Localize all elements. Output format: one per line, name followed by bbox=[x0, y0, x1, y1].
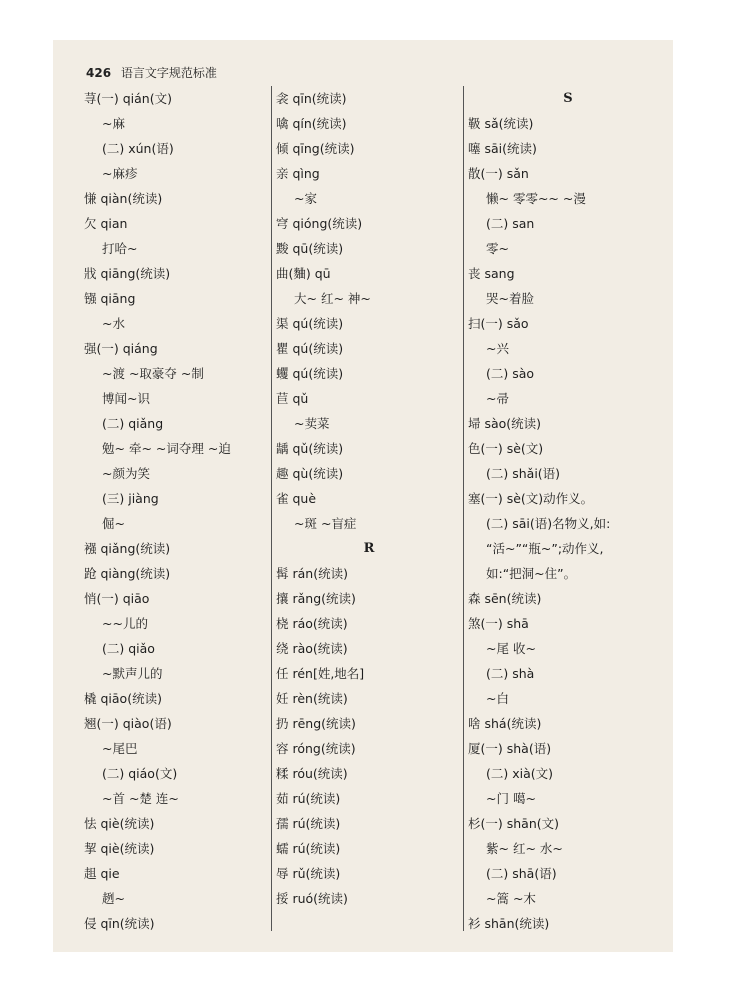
dictionary-entry: 龋 qǔ(统读) bbox=[276, 441, 344, 456]
column-1 bbox=[84, 86, 270, 936]
book-title: 语言文字规范标准 bbox=[120, 66, 217, 80]
entry-subline: “活~”“瓶~”;动作义, bbox=[486, 541, 604, 556]
entry-subline: ~斑 ~盲症 bbox=[294, 516, 357, 531]
entry-subline: (二) shǎi(语) bbox=[486, 466, 561, 481]
dictionary-entry: 杉(一) shān(文) bbox=[468, 816, 559, 831]
dictionary-entry: 森 sēn(统读) bbox=[468, 591, 542, 606]
dictionary-entry: 煞(一) shā bbox=[468, 616, 529, 631]
dictionary-entry: 妊 rèn(统读) bbox=[276, 691, 348, 706]
dictionary-entry: 挼 ruó(统读) bbox=[276, 891, 348, 906]
entry-subline: (二) qiǎng bbox=[102, 416, 164, 431]
dictionary-entry: 荨(一) qián(文) bbox=[84, 91, 172, 106]
entry-subline: ~篙 ~木 bbox=[486, 891, 536, 906]
dictionary-entry: 糅 róu(统读) bbox=[276, 766, 348, 781]
dictionary-entry: 戕 qiāng(统读) bbox=[84, 266, 171, 281]
entry-subline: ~渡 ~取豪夺 ~制 bbox=[102, 366, 204, 381]
dictionary-entry: 亲 qìng bbox=[276, 166, 320, 181]
entry-subline: ~尾巴 bbox=[102, 741, 138, 756]
column-divider bbox=[463, 86, 464, 931]
entry-subline: ~荬菜 bbox=[294, 416, 330, 431]
dictionary-entry: 穹 qióng(统读) bbox=[276, 216, 363, 231]
entry-subline: ~麻疹 bbox=[102, 166, 138, 181]
dictionary-entry: 渠 qú(统读) bbox=[276, 316, 344, 331]
entry-subline: (二) san bbox=[486, 216, 535, 231]
dictionary-entry: 强(一) qiáng bbox=[84, 341, 158, 356]
dictionary-entry: 倾 qīng(统读) bbox=[276, 141, 355, 156]
dictionary-entry: 辱 rǔ(统读) bbox=[276, 866, 341, 881]
dictionary-entry: 镪 qiāng bbox=[84, 291, 136, 306]
column-3 bbox=[468, 86, 668, 936]
page-number: 426 bbox=[86, 66, 112, 80]
entry-subline: 倔~ bbox=[102, 516, 125, 531]
dictionary-entry: 苣 qǔ bbox=[276, 391, 309, 406]
dictionary-entry: 桡 ráo(统读) bbox=[276, 616, 348, 631]
dictionary-entry: 瞿 qú(统读) bbox=[276, 341, 344, 356]
dictionary-entry: 趄 qie bbox=[84, 866, 120, 881]
entry-subline: ~门 噶~ bbox=[486, 791, 536, 806]
dictionary-entry: 色(一) sè(文) bbox=[468, 441, 544, 456]
entry-subline: (二) xún(语) bbox=[102, 141, 174, 156]
entry-subline: (二) shà bbox=[486, 666, 535, 681]
entry-subline: ~帚 bbox=[486, 391, 509, 406]
dictionary-entry: 蠼 qú(统读) bbox=[276, 366, 344, 381]
dictionary-entry: 曲(麯) qū bbox=[276, 266, 331, 281]
entry-subline: ~默声儿的 bbox=[102, 666, 163, 681]
entry-subline: 零~ bbox=[486, 241, 509, 256]
entry-subline: (二) xià(文) bbox=[486, 766, 554, 781]
dictionary-entry: 攘 rǎng(统读) bbox=[276, 591, 356, 606]
entry-subline: ~白 bbox=[486, 691, 509, 706]
dictionary-entry: 欠 qian bbox=[84, 216, 128, 231]
dictionary-entry: 悄(一) qiāo bbox=[84, 591, 150, 606]
dictionary-entry: 蠕 rú(统读) bbox=[276, 841, 341, 856]
entry-subline: (二) sào bbox=[486, 366, 535, 381]
entry-subline: (三) jiàng bbox=[102, 491, 159, 506]
dictionary-entry: 靸 sǎ(统读) bbox=[468, 116, 534, 131]
entry-subline: ~家 bbox=[294, 191, 317, 206]
running-header bbox=[86, 64, 217, 81]
entry-subline: ~尾 收~ bbox=[486, 641, 536, 656]
entry-subline: 懒~ 零零~~ ~漫 bbox=[486, 191, 586, 206]
dictionary-entry: 怯 qiè(统读) bbox=[84, 816, 155, 831]
dictionary-entry: 黢 qū(统读) bbox=[276, 241, 344, 256]
entry-subline: ~兴 bbox=[486, 341, 509, 356]
dictionary-entry: 丧 sang bbox=[468, 266, 515, 281]
dictionary-entry: 埽 sào(统读) bbox=[468, 416, 542, 431]
dictionary-entry: 厦(一) shà(语) bbox=[468, 741, 552, 756]
entry-subline: (二) shā(语) bbox=[486, 866, 557, 881]
entry-subline: 大~ 红~ 神~ bbox=[294, 291, 371, 306]
dictionary-entry: 任 rén[姓,地名] bbox=[276, 666, 365, 681]
entry-subline: 紫~ 红~ 水~ bbox=[486, 841, 563, 856]
dictionary-entry: 雀 què bbox=[276, 491, 317, 506]
entry-subline: ~麻 bbox=[102, 116, 125, 131]
entry-subline: (二) sāi(语)名物义,如: bbox=[486, 516, 611, 531]
dictionary-entry: 塞(一) sè(文)动作义。 bbox=[468, 491, 594, 506]
entry-subline: 勉~ 牵~ ~词夺理 ~迫 bbox=[102, 441, 231, 456]
dictionary-entry: 茹 rú(统读) bbox=[276, 791, 341, 806]
entry-subline: 哭~着脸 bbox=[486, 291, 534, 306]
dictionary-entry: 翘(一) qiào(语) bbox=[84, 716, 172, 731]
dictionary-entry: 衫 shān(统读) bbox=[468, 916, 550, 931]
entry-subline: ~颜为笑 bbox=[102, 466, 150, 481]
dictionary-entry: 趣 qù(统读) bbox=[276, 466, 344, 481]
entry-subline: (二) qiǎo bbox=[102, 641, 155, 656]
entry-subline: 博闻~识 bbox=[102, 391, 150, 406]
dictionary-entry: 散(一) sǎn bbox=[468, 166, 529, 181]
entry-subline: ~水 bbox=[102, 316, 125, 331]
dictionary-entry: 噙 qín(统读) bbox=[276, 116, 347, 131]
dictionary-entry: 侵 qīn(统读) bbox=[84, 916, 155, 931]
dictionary-entry: 绕 rào(统读) bbox=[276, 641, 348, 656]
dictionary-entry: 啥 shá(统读) bbox=[468, 716, 542, 731]
dictionary-entry: 橇 qiāo(统读) bbox=[84, 691, 162, 706]
dictionary-entry: 跄 qiàng(统读) bbox=[84, 566, 171, 581]
dictionary-entry: 容 róng(统读) bbox=[276, 741, 356, 756]
entry-subline: 如:“把洞~住”。 bbox=[486, 566, 577, 581]
section-letter: R bbox=[363, 541, 375, 556]
entry-subline: 趔~ bbox=[102, 891, 125, 906]
dictionary-entry: 扔 rēng(统读) bbox=[276, 716, 356, 731]
dictionary-entry: 扫(一) sǎo bbox=[468, 316, 529, 331]
dictionary-entry: 孺 rú(统读) bbox=[276, 816, 341, 831]
column-divider bbox=[271, 86, 272, 931]
entry-subline: ~首 ~楚 连~ bbox=[102, 791, 179, 806]
dictionary-entry: 挈 qiè(统读) bbox=[84, 841, 155, 856]
entry-subline: (二) qiáo(文) bbox=[102, 766, 178, 781]
dictionary-entry: 衾 qīn(统读) bbox=[276, 91, 347, 106]
column-2 bbox=[276, 86, 462, 911]
entry-subline: ~~儿的 bbox=[102, 616, 148, 631]
dictionary-entry: 襁 qiǎng(统读) bbox=[84, 541, 171, 556]
dictionary-entry: 髯 rán(统读) bbox=[276, 566, 348, 581]
entry-subline: 打哈~ bbox=[102, 241, 138, 256]
dictionary-entry: 慊 qiàn(统读) bbox=[84, 191, 163, 206]
dictionary-entry: 噻 sāi(统读) bbox=[468, 141, 537, 156]
section-letter: S bbox=[563, 91, 573, 106]
